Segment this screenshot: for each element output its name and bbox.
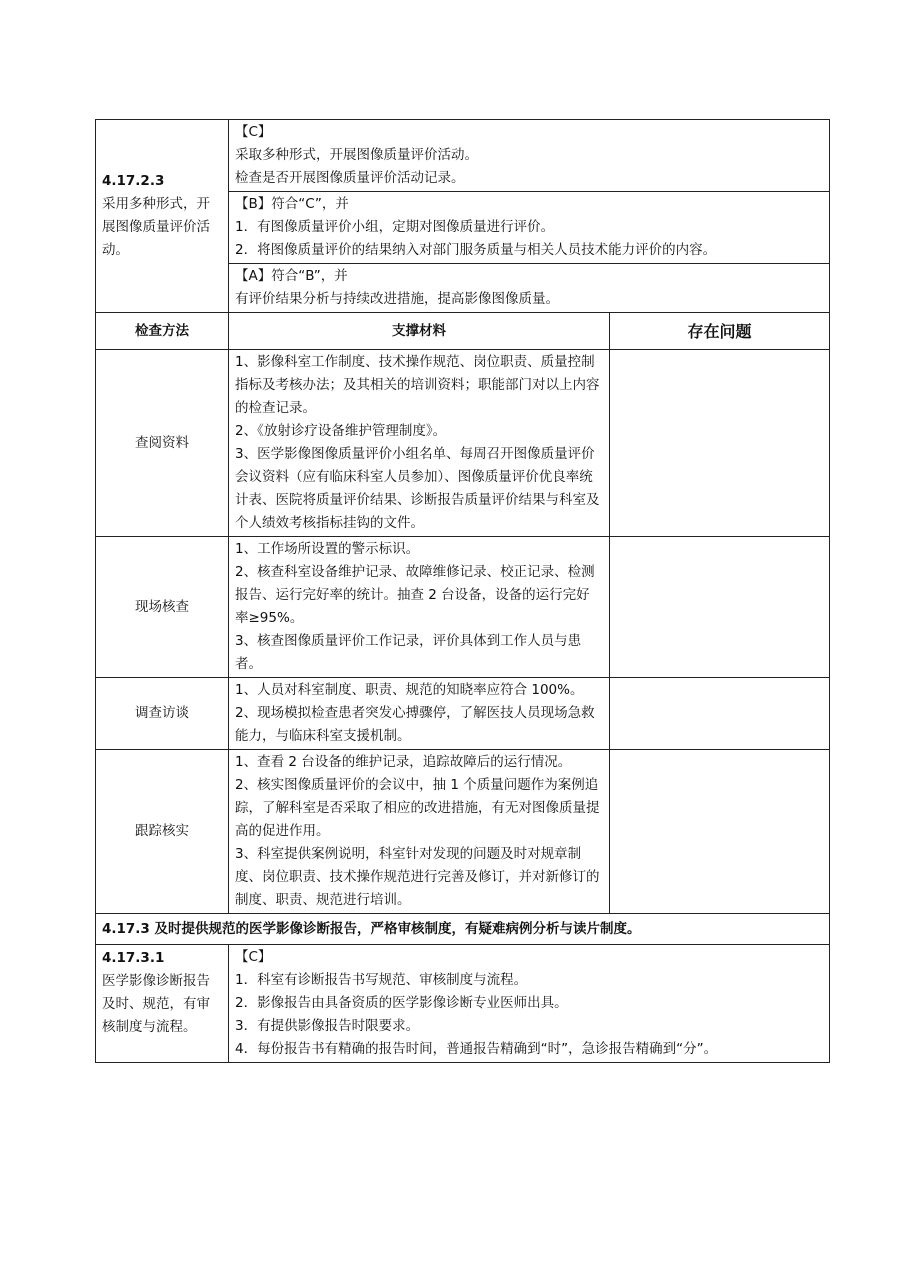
standards-table — [95, 119, 830, 1063]
grade-c-cell — [229, 120, 830, 192]
header-issue: 存在问题 — [610, 313, 830, 350]
grade-line: 2．影像报告由具备资质的医学影像诊断专业医师出具。 — [235, 995, 568, 1011]
material-cell — [229, 750, 610, 914]
grade-label: 【B】符合“C”，并 — [235, 196, 349, 212]
material-line: 1、影像科室工作制度、技术操作规范、岗位职责、质量控制指标及考核办法；及其相关的培训资料；职能部门对以上内容的检查记录。 — [235, 354, 600, 416]
grade-label: 【A】符合“B”，并 — [235, 268, 348, 284]
material-line: 2、《放射诊疗设备维护管理制度》。 — [235, 423, 447, 439]
grade-c-cell — [229, 945, 830, 1063]
grade-a-cell — [229, 264, 830, 313]
material-line: 2、核实图像质量评价的会议中，抽 1 个质量问题作为案例追踪，了解科室是否采取了相应的改进措施，有无对图像质量提高的促进作用。 — [235, 777, 600, 839]
issue-cell — [610, 678, 830, 750]
method-cell: 查阅资料 — [96, 350, 229, 537]
method-cell: 现场核查 — [96, 537, 229, 678]
section-row — [96, 914, 830, 945]
grade-line: 2．将图像质量评价的结果纳入对部门服务质量与相关人员技术能力评价的内容。 — [235, 242, 717, 258]
grade-line: 检查是否开展图像质量评价活动记录。 — [235, 170, 465, 186]
grade-row-c2 — [96, 945, 830, 1063]
header-material: 支撑材料 — [229, 313, 610, 350]
table-header-row — [96, 313, 830, 350]
item-description: 采用多种形式，开展图像质量评价活动。 — [102, 196, 210, 258]
item-description: 医学影像诊断报告及时、规范，有审核制度与流程。 — [102, 973, 210, 1035]
grade-line: 有评价结果分析与持续改进措施，提高影像图像质量。 — [235, 291, 559, 307]
material-line: 2、核查科室设备维护记录、故障维修记录、校正记录、检测报告、运行完好率的统计。抽查 2 台设备，设备的运行完好率≥95%。 — [235, 564, 595, 626]
issue-cell — [610, 750, 830, 914]
table-row — [96, 750, 830, 914]
grade-line: 1．有图像质量评价小组，定期对图像质量进行评价。 — [235, 219, 555, 235]
header-method: 检查方法 — [96, 313, 229, 350]
issue-cell — [610, 350, 830, 537]
material-line: 2、现场模拟检查患者突发心搏骤停，了解医技人员现场急救能力，与临床科室支援机制。 — [235, 705, 595, 744]
method-cell: 调查访谈 — [96, 678, 229, 750]
grade-line: 3．有提供影像报告时限要求。 — [235, 1018, 420, 1034]
grade-label: 【C】 — [235, 124, 272, 140]
material-cell — [229, 537, 610, 678]
material-line: 1、工作场所设置的警示标识。 — [235, 541, 420, 557]
grade-label: 【C】 — [235, 949, 272, 965]
item-code: 4.17.3.1 — [102, 950, 165, 966]
material-cell — [229, 678, 610, 750]
section-heading: 4.17.3 及时提供规范的医学影像诊断报告，严格审核制度，有疑难病例分析与读片制度。 — [96, 914, 830, 945]
grade-line: 1．科室有诊断报告书写规范、审核制度与流程。 — [235, 972, 528, 988]
document-page — [95, 119, 829, 1063]
grade-row-c — [96, 120, 830, 192]
material-line: 3、医学影像图像质量评价小组名单、每周召开图像质量评价会议资料（应有临床科室人员参加）、图像质量评价优良率统计表、医院将质量评价结果、诊断报告质量评价结果与科室及个人绩效考核指标挂钩的文件。 — [235, 446, 600, 531]
item-cell — [96, 120, 229, 313]
item-code: 4.17.2.3 — [102, 173, 165, 189]
table-row — [96, 678, 830, 750]
grade-line: 采取多种形式，开展图像质量评价活动。 — [235, 147, 478, 163]
material-cell — [229, 350, 610, 537]
issue-cell — [610, 537, 830, 678]
table-row — [96, 537, 830, 678]
item-cell — [96, 945, 229, 1063]
grade-line: 4．每份报告书有精确的报告时间，普通报告精确到“时”，急诊报告精确到“分”。 — [235, 1041, 718, 1057]
method-cell: 跟踪核实 — [96, 750, 229, 914]
material-line: 3、科室提供案例说明，科室针对发现的问题及时对规章制度、岗位职责、技术操作规范进行完善及修订，并对新修订的制度、职责、规范进行培训。 — [235, 846, 600, 908]
grade-b-cell — [229, 192, 830, 264]
material-line: 1、人员对科室制度、职责、规范的知晓率应符合 100%。 — [235, 682, 584, 698]
material-line: 1、查看 2 台设备的维护记录，追踪故障后的运行情况。 — [235, 754, 572, 770]
material-line: 3、核查图像质量评价工作记录，评价具体到工作人员与患者。 — [235, 633, 582, 672]
table-row — [96, 350, 830, 537]
